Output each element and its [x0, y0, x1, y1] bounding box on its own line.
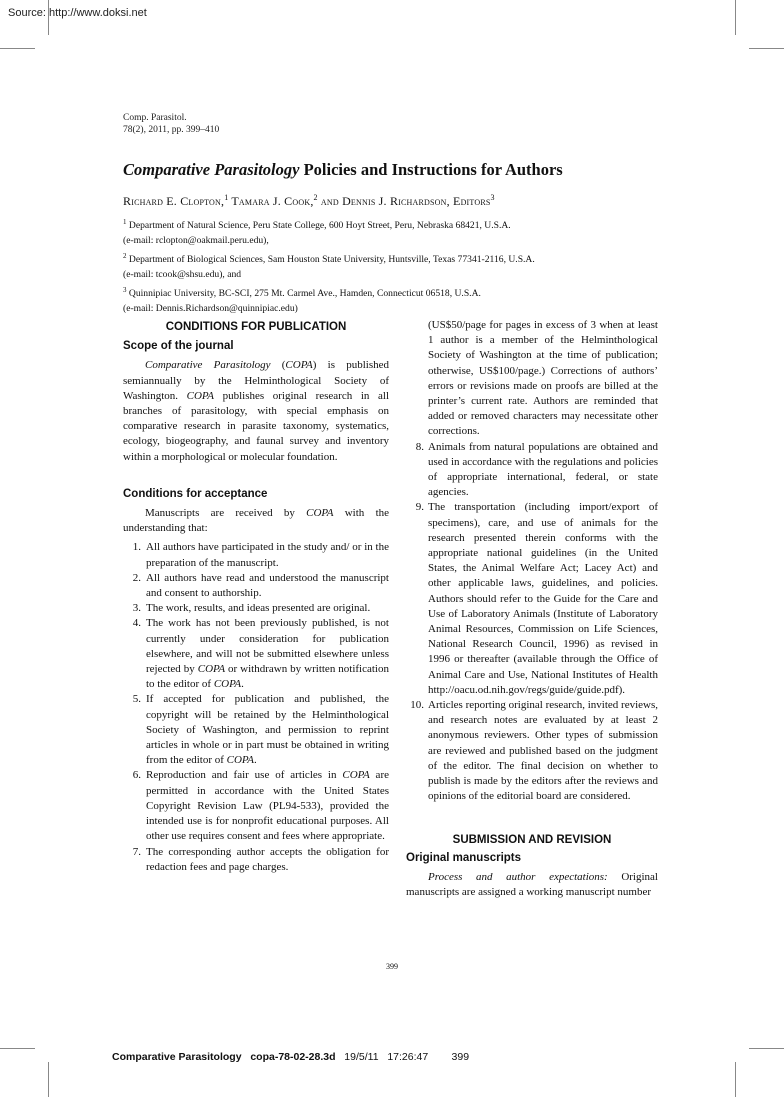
conditions-list-continued — [406, 440, 658, 805]
footer-time: 17:26:47 — [387, 1051, 429, 1063]
author-1: Richard E. Clopton, — [123, 194, 225, 208]
footer-file: copa-78-02-28.3d — [250, 1051, 336, 1063]
crop-mark — [735, 0, 736, 35]
left-column — [123, 318, 389, 875]
affiliation-line: $^2$ Department of Biological Sciences, Sam Houston State University, Huntsville, Texas 77341-2116, U.S.A. — [123, 251, 535, 265]
list-item: 6. Reproduction and fair use of articles in COPA are permitted in accordance with the United States Copyright Revision Law (PL94-533), provided the intended use is for nonprofit educational purposes. All other use requires consent and fees where appropriate. — [132, 769, 389, 843]
page-number: 399 — [386, 962, 398, 971]
author-2: Tamara J. Cook, — [228, 194, 314, 208]
section-heading-submission: SUBMISSION AND REVISION — [452, 833, 612, 846]
affiliations — [123, 215, 683, 316]
subheading-scope: Scope of the journal — [123, 340, 234, 353]
crop-mark — [0, 1048, 35, 1049]
subheading-original-manuscripts: Original manuscripts — [406, 851, 522, 864]
author-list — [123, 193, 495, 209]
affiliation-line: (e-mail: rclopton@oakmail.peru.edu), — [123, 235, 269, 247]
right-column — [406, 318, 658, 900]
crop-mark — [749, 1048, 784, 1049]
title-italic: Comparative Parasitology — [123, 160, 300, 179]
source-label: Source: http://www.doksi.net — [8, 7, 147, 19]
list-item: 2. All authors have read and understood the manuscript and consent to authorship. — [132, 571, 389, 600]
continuation-paragraph: (US$50/page for pages in excess of 3 when at least 1 author is a member of the Helminthological Society of Washington at the time of publication; otherwise, US$100/page.) Corrections of authors’ errors or revisions made on proofs are billed at the printer’s current rate. Authors are reminded that added or removed characters may necessitate other corrections. — [428, 319, 658, 438]
footer-page: 399 — [451, 1051, 470, 1063]
crop-mark — [749, 48, 784, 49]
print-footer — [112, 1051, 469, 1063]
scope-paragraph: Comparative Parasitology (COPA) is published semiannually by the Helminthological Society of Washington. COPA publishes original research in all branches of parasitology, with special emphasis on comparative research in parasite taxonomy, systematics, ecology, biogeography, and faunal survey and inventory within a morphological or molecular foundation. — [123, 359, 389, 463]
crop-mark — [48, 1062, 49, 1097]
journal-ref-line1: Comp. Parasitol. — [123, 113, 187, 123]
original-manuscripts-paragraph: Process and author expectations: Original manuscripts are assigned a working manuscript number — [406, 870, 658, 899]
affiliation-line: (e-mail: tcook@shsu.edu), and — [123, 269, 242, 281]
footer-date: 19/5/11 — [344, 1051, 379, 1063]
acceptance-paragraph: Manuscripts are received by COPA with the understanding that: — [123, 507, 390, 535]
list-item: 3. The work, results, and ideas presented are original. — [132, 602, 371, 615]
subheading-acceptance: Conditions for acceptance — [123, 487, 268, 500]
journal-reference — [123, 112, 219, 136]
crop-mark — [735, 1062, 736, 1097]
journal-ref-line2: 78(2), 2011, pp. 399–410 — [123, 125, 220, 135]
page-title — [123, 160, 563, 180]
title-rest: Policies and Instructions for Authors — [299, 160, 563, 179]
list-item: 9. The transportation (including import/export of specimens), care, and use of animals for the research presented therein conforms with the appropriate national guidelines (in the United States, the Animal Welfare Act; Lacey Act) and other applicable laws, guidelines, and policies. Authors should refer to the Guide for the Care and Use of Laboratory Animals (Institute of Laboratory Animal Resources, Commission on Life Sciences, National Research Council, 1996) as revised in 1996 or thereafter (available through the Office of Animal Care and Use, National Institutes of Health http://oacu.od.nih.gov/regs/guide/guide.pdf). — [415, 501, 658, 696]
list-item: 8. Animals from natural populations are obtained and used in accordance with the regulations and policies of appropriate international, federal, or state agencies. — [415, 440, 658, 499]
crop-mark — [0, 48, 35, 49]
affiliation-line: $^3$ Quinnipiac University, BC-SCI, 275 Mt. Carmel Ave., Hamden, Connecticut 06518, U.S.A. — [123, 285, 481, 299]
affiliation-line: $^1$ Department of Natural Science, Peru State College, 600 Hoyt Street, Peru, Nebraska 68421, U.S.A. — [123, 218, 511, 232]
author-3: and Dennis J. Richardson, Editors — [317, 194, 491, 208]
list-item: 5. If accepted for publication and published, the copyright will be retained by the Helminthological Society of Washington, and permission to reprint articles in whole or in part must be obtained in writing from the editor of COPA. — [132, 693, 389, 767]
author-2-sup: 2 — [313, 193, 318, 202]
list-item: 4. The work has not been previously published, is not currently under consideration for publication elsewhere, and will not be submitted elsewhere unless rejected by COPA or withdrawn by written notification to the editor of COPA. — [132, 617, 389, 691]
author-1-sup: 1 — [224, 193, 229, 202]
affiliation-line: (e-mail: Dennis.Richardson@quinnipiac.edu) — [123, 303, 298, 315]
author-3-sup: 3 — [490, 193, 495, 202]
list-item: 7. The corresponding author accepts the obligation for redaction fees and page charges. — [132, 845, 389, 873]
list-item: 1. All authors have participated in the study and/ or in the preparation of the manuscript. — [132, 541, 389, 569]
footer-journal: Comparative Parasitology — [112, 1051, 242, 1063]
section-heading-conditions: CONDITIONS FOR PUBLICATION — [165, 321, 347, 333]
conditions-list — [123, 540, 389, 874]
list-item: 10. Articles reporting original research, invited reviews, and research notes are evaluated by at least 2 anonymous reviewers. Other types of submission are reviewed and published based on the judgment of the editor. The final decision on whether to publish is made by the editors after the reviews and opinions of the editorial board are considered. — [410, 699, 659, 803]
